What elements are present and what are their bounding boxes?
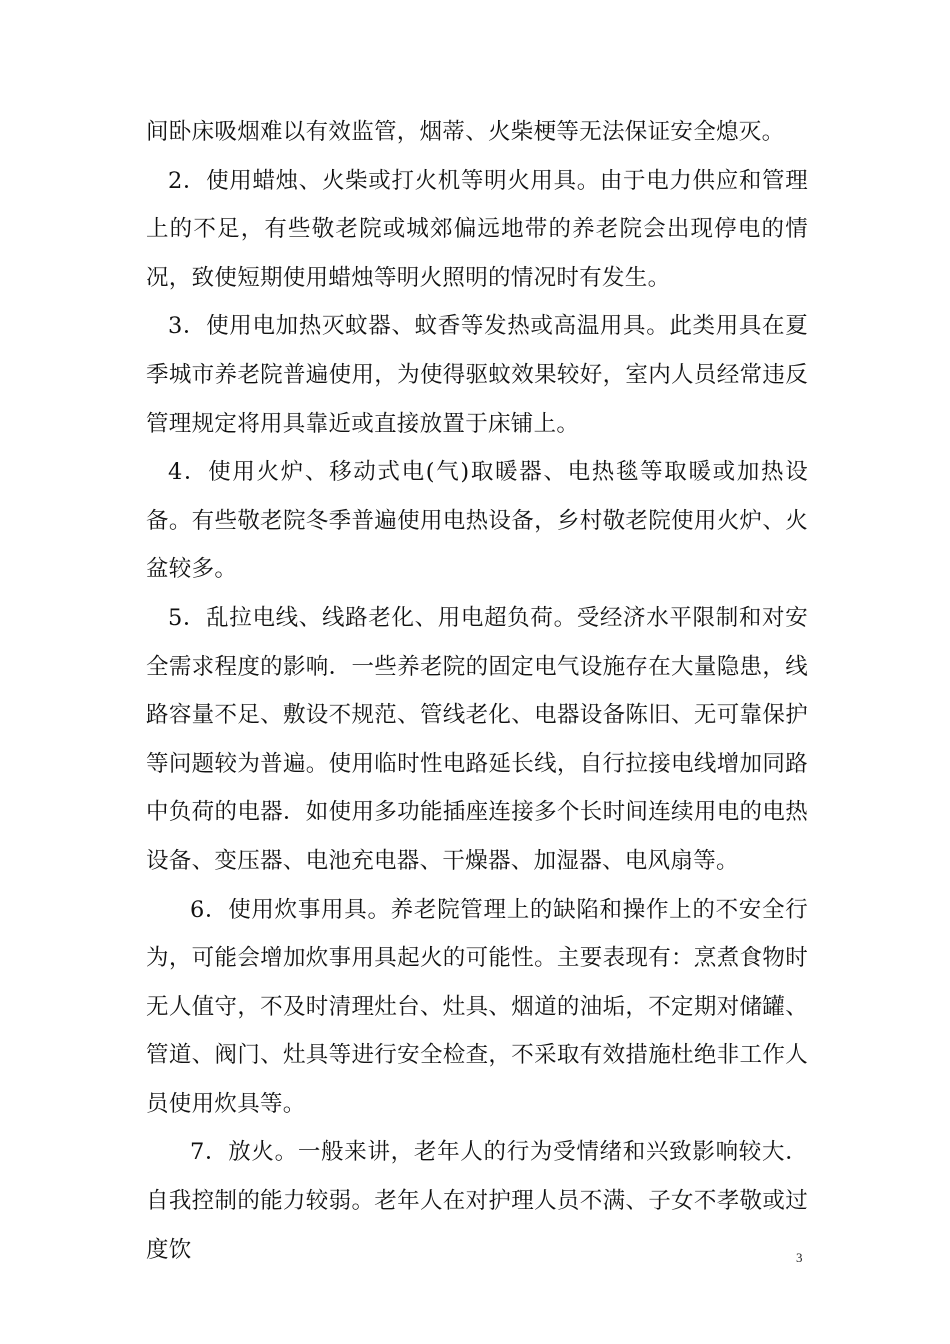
paragraph-continuation: 间卧床吸烟难以有效监管，烟蒂、火柴梗等无法保证安全熄灭。	[146, 119, 785, 145]
page-number: 3	[796, 1250, 803, 1265]
paragraph-item-2: 2．使用蜡烛、火柴或打火机等明火用具。由于电力供应和管理上的不足，有些敬老院或城郊偏远地带的养老院会出现停电的情况，致使短期使用蜡烛等明火照明的情况时有发生。	[146, 167, 808, 291]
document-body	[146, 108, 808, 1274]
paragraph-item-6: 6．使用炊事用具。养老院管理上的缺陷和操作上的不安全行为，可能会增加炊事用具起火的可能性。主要表现有：烹煮食物时无人值守，不及时清理灶台、灶具、烟道的油垢，不定期对储罐、管道、阀门、灶具等进行安全检查，不采取有效措施杜绝非工作人员使用炊具等。	[146, 896, 808, 1117]
paragraph-item-5: 5．乱拉电线、线路老化、用电超负荷。受经济水平限制和对安全需求程度的影响．一些养老院的固定电气设施存在大量隐患，线路容量不足、敷设不规范、管线老化、电器设备陈旧、无可靠保护等问题较为普遍。使用临时性电路延长线，自行拉接电线增加同路中负荷的电器．如使用多功能插座连接多个长时间连续用电的电热设备、变压器、电池充电器、干燥器、加湿器、电风扇等。	[146, 604, 808, 874]
paragraph-item-4: 4．使用火炉、移动式电(气)取暖器、电热毯等取暖或加热设备。有些敬老院冬季普遍使用电热设备，乡村敬老院使用火炉、火盆较多。	[146, 459, 808, 583]
paragraph-item-3: 3．使用电加热灭蚊器、蚊香等发热或高温用具。此类用具在夏季城市养老院普遍使用，为使得驱蚊效果较好，室内人员经常违反管理规定将用具靠近或直接放置于床铺上。	[146, 313, 808, 437]
paragraph-item-7: 7．放火。一般来讲，老年人的行为受情绪和兴致影响较大．自我控制的能力较弱。老年人在对护理人员不满、子女不孝敬或过度饮	[146, 1139, 808, 1263]
